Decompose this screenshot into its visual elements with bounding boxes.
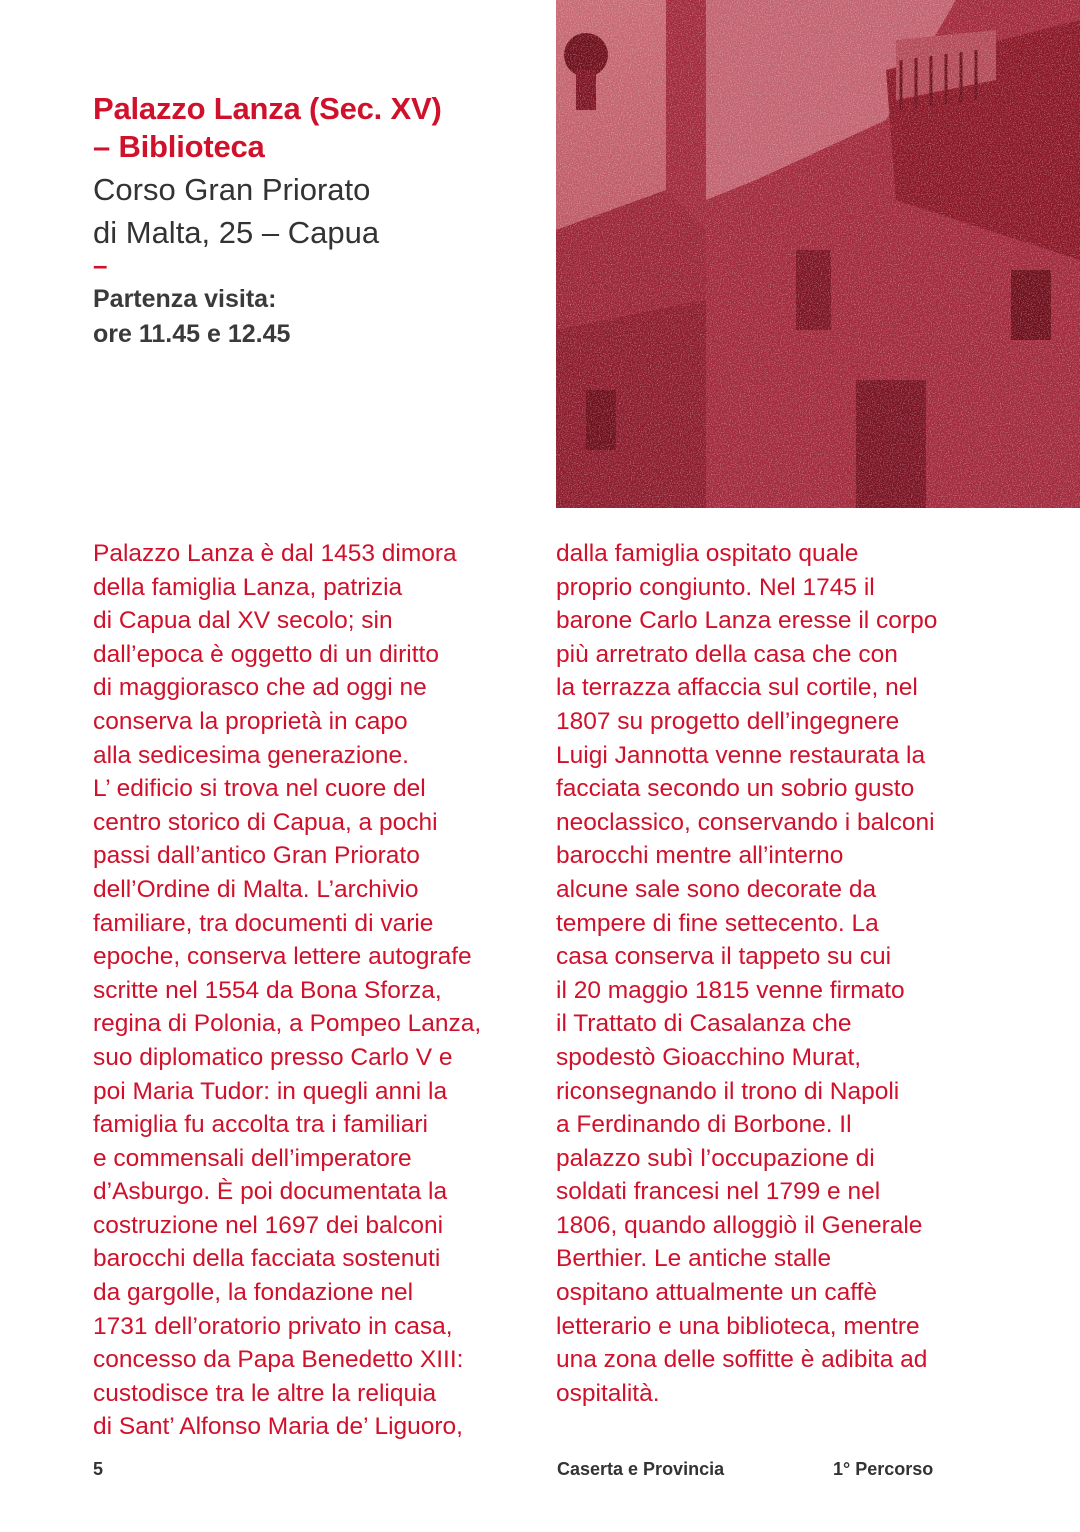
title-line-1: Palazzo Lanza (Sec. XV) — [93, 91, 442, 126]
address — [93, 168, 543, 254]
footer-route: 1° Percorso — [833, 1459, 934, 1479]
page-title — [93, 90, 543, 166]
page-number: 5 — [93, 1459, 104, 1479]
departure-label: Partenza visita: — [93, 285, 277, 313]
separator-dash: – — [93, 250, 108, 280]
title-line-2: – Biblioteca — [93, 129, 265, 164]
header — [93, 90, 543, 352]
building-facade-photo — [556, 0, 1080, 508]
body-text-right-column: dalla famiglia ospitato quale proprio congiunto. Nel 1745 il barone Carlo Lanza eresse il corpo più arretrato della casa che con la terrazza affaccia sul cortile, nel 1807 su progetto dell’ingegnere Luigi Jannotta venne restaurata la facciata secondo un sobrio gusto neoclassico, conservando i balconi barocchi mentre all’interno alcune sale sono decorate da tempere di fine settecento. La casa conserva il tappeto su cui il 20 maggio 1815 venne firmato il Trattato di Casalanza che spodestò Gioacchino Murat, riconsegnando il trono di Napoli a Ferdinando di Borbone. Il palazzo subì l’occupazione di soldati francesi nel 1799 e nel 1806, quando alloggiò il Generale Berthier. Le antiche stalle ospitano attualmente un caffè letterario e una biblioteca, mentre una zona delle soffitte è adibita ad ospitalità. — [556, 540, 938, 1407]
departure-times: ore 11.45 e 12.45 — [93, 320, 291, 348]
body-text-left-column: Palazzo Lanza è dal 1453 dimora della famiglia Lanza, patrizia di Capua dal XV secolo; sin dall’epoca è oggetto di un diritto di maggiorasco che ad oggi ne conserva la proprietà in capo alla sedicesima generazione. L’ edificio si trova nel cuore del centro storico di Capua, a pochi passi dall’antico Gran Priorato dell’Ordine di Malta. L’archivio familiare, tra documenti di varie epoche, conserva lettere autografe scritte nel 1554 da Bona Sforza, regina di Polonia, a Pompeo Lanza, suo diplomatico presso Carlo V e poi Maria Tudor: in quegli anni la famiglia fu accolta tra i familiari e commensali dell’imperatore d’Asburgo. È poi documentata la costruzione nel 1697 dei balconi barocchi della facciata sostenuti da gargolle, la fondazione nel 1731 dell’oratorio privato in casa, concesso da Papa Benedetto XIII: custodisce tra le altre la reliquia di Sant’ Alfonso Maria de’ Liguoro, — [93, 540, 482, 1441]
footer-region: Caserta e Provincia — [557, 1459, 725, 1479]
address-line-1: Corso Gran Priorato — [93, 172, 371, 207]
address-line-2: di Malta, 25 – Capua — [93, 215, 380, 250]
departure-info — [93, 282, 543, 352]
